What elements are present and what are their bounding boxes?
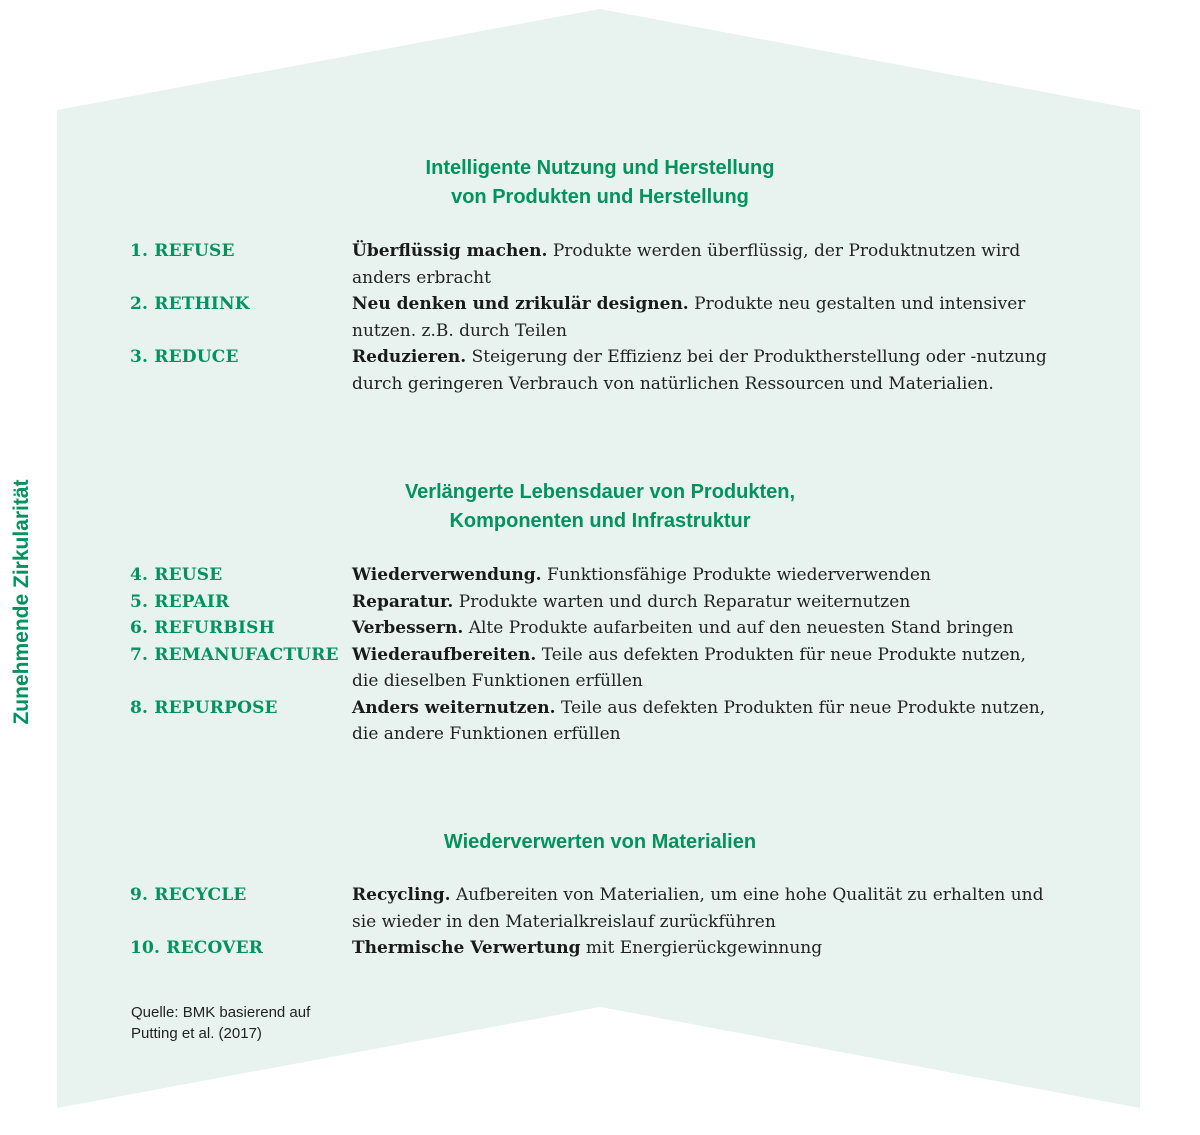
- strategy-label: 4. REUSE: [130, 565, 223, 585]
- strategy-row-reuse: [130, 562, 1070, 589]
- strategy-description: [352, 344, 1052, 397]
- strategy-list: [130, 238, 1070, 397]
- strategy-term: Wiederaufbereiten.: [352, 644, 537, 665]
- strategy-label: 8. REPURPOSE: [130, 697, 278, 718]
- strategy-text: Produkte werden überflüssig, der Produktnutzen wird anders erbracht: [352, 241, 1021, 288]
- strategy-text: Produkte neu gestalten und intensiver nutzen. z.B. durch Teilen: [352, 294, 1026, 341]
- heading-line: Intelligente Nutzung und Herstellung: [425, 157, 775, 179]
- strategy-row-reduce: [130, 344, 1070, 397]
- strategy-list: [130, 882, 1070, 962]
- section-heading: [130, 828, 1070, 857]
- circularity-axis-label: Zunehmende Zirkularität: [10, 479, 33, 725]
- strategy-text: Aufbereiten von Materialien, um eine hohe Qualität zu erhalten und sie wieder in den Materialkreislauf zurückführen: [352, 885, 1044, 932]
- heading-line: Komponenten und Infrastruktur: [449, 510, 751, 532]
- strategy-text: Alte Produkte aufarbeiten und auf den neuesten Stand bringen: [463, 618, 1014, 638]
- strategy-text: Produkte warten und durch Reparatur weiternutzen: [453, 591, 911, 612]
- strategy-description: [352, 615, 1052, 642]
- strategy-description: [352, 291, 1052, 344]
- strategy-row-rethink: [130, 291, 1070, 344]
- strategy-description: [352, 642, 1052, 695]
- strategy-description: [352, 589, 1052, 616]
- strategy-row-refurbish: [130, 615, 1070, 642]
- strategy-text: Teile aus defekten Produkten für neue Produkte nutzen, die andere Funktionen erfüllen: [352, 697, 1046, 744]
- strategy-text: Teile aus defekten Produkten für neue Produkte nutzen, die dieselben Funktionen erfüllen: [352, 644, 1026, 691]
- heading-line: Verlängerte Lebensdauer von Produkten,: [404, 481, 796, 503]
- heading-line: von Produkten und Herstellung: [451, 186, 749, 208]
- strategy-label: 2. RETHINK: [130, 294, 250, 314]
- strategy-label: 3. REDUCE: [130, 347, 239, 367]
- section-material-recovery: [130, 828, 1070, 962]
- strategy-term: Überflüssig machen.: [352, 241, 548, 261]
- strategy-row-recover: [130, 935, 1070, 962]
- strategy-label: 10. RECOVER: [130, 938, 264, 958]
- strategy-term: Reduzieren.: [352, 347, 467, 367]
- section-heading: [130, 478, 1070, 536]
- source-note: [131, 1002, 361, 1044]
- strategy-label: 9. RECYCLE: [130, 885, 247, 905]
- strategy-text: Funktionsfähige Produkte wiederverwenden: [541, 565, 931, 585]
- heading-line: Wiederverwerten von Materialien: [443, 831, 757, 853]
- strategy-row-repurpose: [130, 695, 1070, 748]
- strategy-description: [352, 882, 1052, 935]
- strategy-term: Thermische Verwertung: [352, 938, 581, 958]
- strategy-term: Verbessern.: [352, 618, 464, 638]
- strategy-term: Reparatur.: [352, 591, 454, 612]
- section-extended-lifetime: [130, 478, 1070, 748]
- strategy-text: Steigerung der Effizienz bei der Produktherstellung oder -nutzung durch geringeren Verbrauch von natürlichen Ressourcen und Materialien.: [352, 347, 1047, 394]
- strategy-row-refuse: [130, 238, 1070, 291]
- strategy-description: [352, 562, 1052, 589]
- section-heading: [130, 154, 1070, 212]
- strategy-description: [352, 935, 1052, 962]
- strategy-text: mit Energierückgewinnung: [580, 938, 823, 958]
- strategy-label: 1. REFUSE: [130, 241, 235, 261]
- strategy-row-remanufacture: [130, 642, 1070, 695]
- strategy-description: [352, 695, 1052, 748]
- section-smart-use: [130, 154, 1070, 397]
- strategy-row-recycle: [130, 882, 1070, 935]
- strategy-list: [130, 562, 1070, 748]
- strategy-row-repair: [130, 589, 1070, 616]
- strategy-description: [352, 238, 1052, 291]
- strategy-label: 6. REFURBISH: [130, 618, 275, 638]
- strategy-label: 5. REPAIR: [130, 591, 230, 612]
- strategy-term: Wiederverwendung.: [352, 565, 542, 585]
- source-line: Quelle: BMK basierend auf: [131, 1004, 311, 1021]
- source-line: Putting et al. (2017): [131, 1025, 262, 1042]
- strategy-term: Anders weiternutzen.: [352, 697, 556, 718]
- strategy-term: Recycling.: [352, 885, 451, 905]
- strategy-term: Neu denken und zrikulär designen.: [352, 294, 689, 314]
- strategy-label: 7. REMANUFACTURE: [130, 644, 339, 665]
